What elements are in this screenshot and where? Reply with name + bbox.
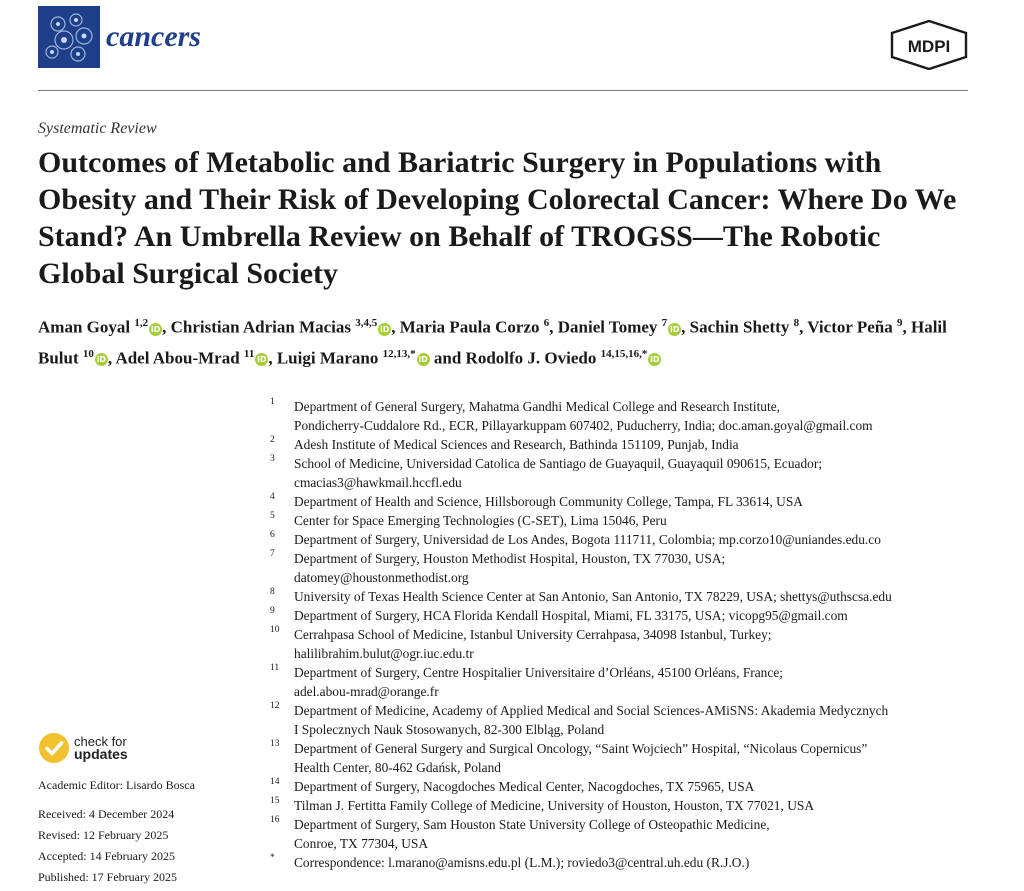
author-name[interactable]: Christian Adrian Macias	[170, 317, 351, 337]
journal-name[interactable]: cancers	[106, 20, 201, 53]
affiliation-item	[262, 492, 974, 511]
orcid-icon[interactable]: iD	[418, 355, 428, 365]
orcid-icon[interactable]: iD	[150, 324, 161, 334]
author-name[interactable]: Rodolfo J. Oviedo	[465, 348, 597, 368]
author-name[interactable]: Daniel Tomey	[557, 317, 658, 337]
author-affiliation-marker: 7	[661, 317, 668, 329]
affiliation-item	[262, 701, 974, 739]
affiliation-text: Department of Surgery, Nacogdoches Medical Center, Nacogdoches, TX 75965, USA	[294, 779, 755, 794]
author-separator: ,	[162, 317, 171, 337]
author-affiliation-marker: 12,13,*	[382, 347, 416, 360]
affiliation-text: Department of Surgery, HCA Florida Kendall Hospital, Miami, FL 33175, USA; vicopg95@gmail.com	[294, 608, 848, 623]
affiliation-number: 10	[270, 625, 280, 635]
author-affiliation-marker: 11	[243, 347, 255, 360]
affiliation-text: Department of Surgery, Houston Methodist Hospital, Houston, TX 77030, USA; datomey@houstonmethodist.org	[294, 551, 726, 585]
affiliation-item	[262, 815, 974, 853]
affiliation-number: 9	[270, 606, 275, 616]
affiliation-item	[262, 739, 974, 777]
author-separator: ,	[391, 317, 400, 337]
journal-header	[38, 6, 968, 90]
date-revised: Revised: 12 February 2025	[38, 828, 169, 842]
affiliation-item	[262, 435, 974, 454]
check-for-label: check for	[74, 734, 127, 749]
author-name[interactable]: Victor Peña	[807, 317, 893, 337]
affiliation-number: 11	[270, 663, 280, 673]
article-title: Outcomes of Metabolic and Bariatric Surgery in Populations with Obesity and Their Risk of Developing Colorectal Cancer: Where Do We Stand? An Umbrella Review on Behalf of TROGSS—The Robotic Global Surgical Society	[38, 146, 957, 290]
author-affiliation-marker: 14,15,16,*	[600, 347, 648, 360]
affiliation-number: 6	[270, 530, 275, 540]
author-name[interactable]: Maria Paula Corzo	[399, 317, 540, 337]
affiliation-text: Center for Space Emerging Technologies (C-SET), Lima 15046, Peru	[294, 513, 667, 528]
check-for-updates-button[interactable]	[38, 730, 248, 766]
author-affiliation-marker: 1,2	[134, 317, 149, 329]
author-separator: ,	[902, 317, 911, 337]
author-affiliation-marker: 8	[793, 317, 800, 329]
affiliation-number: 8	[270, 587, 275, 597]
affiliation-text: University of Texas Health Science Center at San Antonio, San Antonio, TX 78229, USA; shettys@uthscsa.edu	[294, 589, 892, 604]
affiliation-text: Cerrahpasa School of Medicine, Istanbul University Cerrahpasa, 34098 Istanbul, Turkey; halilibrahim.bulut@ogr.iuc.edu.tr	[294, 627, 772, 661]
affiliation-item	[262, 530, 974, 549]
affiliation-text: Department of General Surgery and Surgical Oncology, “Saint Wojciech” Hospital, “Nicolaus Copernicus” Health Center, 80-462 Gdańsk, Poland	[294, 741, 868, 775]
affiliation-number: 4	[270, 492, 275, 502]
affiliation-item	[262, 777, 974, 796]
author-separator: ,	[681, 317, 690, 337]
journal-logo-icon[interactable]	[38, 6, 100, 68]
affiliation-item	[262, 796, 974, 815]
updates-label: updates	[74, 746, 128, 762]
affiliation-number: 14	[270, 777, 280, 787]
affiliation-number: 7	[270, 549, 275, 559]
article-info-sidebar	[38, 730, 248, 891]
check-updates-icon	[38, 732, 70, 764]
date-published: Published: 17 February 2025	[38, 870, 177, 884]
affiliation-text: Tilman J. Fertitta Family College of Medicine, University of Houston, Houston, TX 77021, USA	[294, 798, 814, 813]
affiliation-item	[262, 663, 974, 701]
author-name[interactable]: Adel Abou-Mrad	[115, 348, 240, 368]
affiliation-number: 1	[270, 397, 275, 407]
affiliation-text: Department of General Surgery, Mahatma Gandhi Medical College and Research Institute, Pondicherry-Cuddalore Rd., ECR, Pillayarkuppam 607402, Puducherry, India; doc.aman.goyal@gmail.com	[294, 399, 873, 433]
orcid-icon[interactable]: iD	[380, 324, 390, 334]
publisher-logo-icon[interactable]	[890, 20, 968, 70]
author-affiliation-marker: 6	[543, 317, 550, 329]
affiliation-number: 16	[270, 815, 280, 825]
affiliation-text: Department of Health and Science, Hillsborough Community College, Tampa, FL 33614, USA	[294, 494, 803, 509]
author-affiliation-marker: 9	[896, 317, 903, 329]
affiliation-item	[262, 511, 974, 530]
affiliation-list	[262, 397, 974, 872]
author-affiliation-marker: 10	[82, 347, 94, 360]
affiliation-number: 3	[270, 454, 275, 464]
header-divider	[38, 90, 968, 91]
affiliation-item	[262, 606, 974, 625]
author-name[interactable]: Sachin Shetty	[689, 317, 790, 337]
author-separator: ,	[107, 348, 116, 368]
article-type: Systematic Review	[38, 120, 157, 137]
author-separator: ,	[549, 317, 558, 337]
affiliation-text: Department of Surgery, Centre Hospitalier Universitaire d’Orléans, 45100 Orléans, France; adel.abou-mrad@orange.fr	[294, 665, 783, 699]
affiliation-text: Department of Medicine, Academy of Applied Medical and Social Sciences-AMiSNS: Akademia Medycznych I Spolecznych Nauk Stosowanych, 82-300 Elbląg, Poland	[294, 703, 889, 737]
affiliation-text: Correspondence: l.marano@amisns.edu.pl (L.M.); roviedo3@central.uh.edu (R.J.O.)	[294, 855, 750, 870]
affiliation-number: *	[270, 853, 275, 863]
publisher-name: MDPI	[907, 37, 951, 56]
author-separator: and	[429, 348, 466, 368]
affiliation-number: 13	[270, 739, 280, 749]
affiliation-item	[262, 549, 974, 587]
author-name[interactable]: Halil Bulut	[38, 317, 947, 368]
affiliation-text: Adesh Institute of Medical Sciences and Research, Bathinda 151109, Punjab, India	[294, 437, 739, 452]
author-affiliation-marker: 3,4,5	[355, 317, 378, 329]
author-name[interactable]: Aman Goyal	[38, 317, 131, 337]
affiliation-item	[262, 587, 974, 606]
orcid-icon[interactable]: iD	[669, 324, 680, 334]
affiliation-number: 2	[270, 435, 275, 445]
academic-editor: Academic Editor: Lisardo Bosca	[38, 778, 195, 792]
affiliation-item	[262, 454, 974, 492]
affiliation-number: 12	[270, 701, 280, 711]
affiliation-text: Department of Surgery, Universidad de Los Andes, Bogota 111711, Colombia; mp.corzo10@uniandes.edu.co	[294, 532, 881, 547]
author-separator: ,	[268, 348, 277, 368]
author-list	[38, 310, 968, 371]
date-received: Received: 4 December 2024	[38, 807, 175, 821]
author-separator: ,	[799, 317, 808, 337]
affiliation-item	[262, 397, 974, 435]
orcid-icon[interactable]: iD	[257, 355, 267, 365]
author-name[interactable]: Luigi Marano	[276, 348, 379, 368]
affiliation-item	[262, 853, 974, 872]
orcid-icon[interactable]: iD	[96, 355, 107, 365]
affiliation-text: School of Medicine, Universidad Catolica de Santiago de Guayaquil, Guayaquil 090615, Ecuador; cmacias3@hawkmail.hccfl.edu	[294, 456, 823, 490]
affiliation-number: 15	[270, 796, 280, 806]
affiliation-text: Department of Surgery, Sam Houston State University College of Osteopathic Medicine, Conroe, TX 77304, USA	[294, 817, 770, 851]
affiliation-item	[262, 625, 974, 663]
affiliation-number: 5	[270, 511, 275, 521]
orcid-icon[interactable]: iD	[650, 355, 660, 365]
date-accepted: Accepted: 14 February 2025	[38, 849, 175, 863]
